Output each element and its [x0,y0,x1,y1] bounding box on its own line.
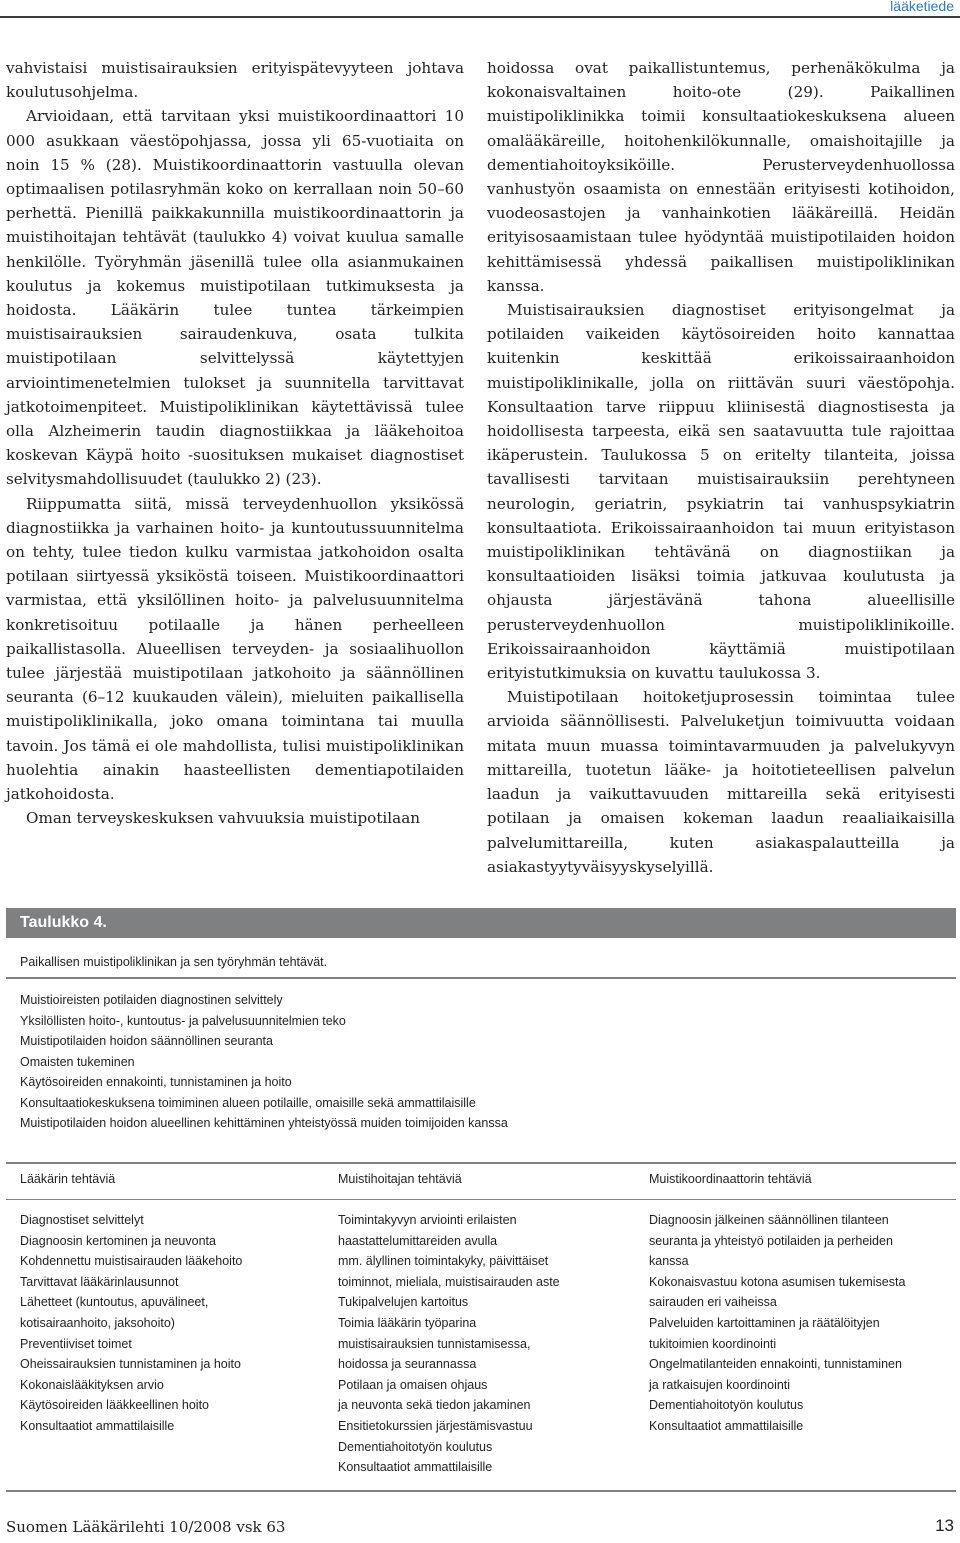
list-item: Käytösoireiden ennakointi, tunnistaminen ja hoito [20,1075,292,1089]
list-item: kotisairaanhoito, jaksohoito) [20,1315,175,1330]
memory-nurse-task-list [338,1210,560,1478]
list-item: Ongelmatilanteiden ennakointi, tunnistaminen [649,1357,902,1372]
list-item: kanssa [649,1254,689,1269]
paragraph: Arvioidaan, että tarvitaan yksi muistikoordinaattori 10 000 asukkaan väestöpohjassa, jossa yli 65-vuotiaita on noin 15 % (28). Muistikoordinaattorin vastuulla olevan optimaalisen potilasryhmän koko on kerrallaan noin 50–60 perhettä. Pienillä paikkakunnilla muistikoordinaattorin ja muistihoitajan tehtävät (taulukko 4) voivat kuulua samalle henkilölle. Työryhmän jäsenillä tulee olla asianmukainen koulutus ja kokemus muistipotilaan tutkimuksesta ja hoidosta. Lääkärin tulee tuntea tärkeimpien muistisairauksien sairaudenkuva, osata tulkita muistipotilaan selvittelyssä käytettyjen arviointimenetelmien tulokset ja suunnitella tarvittavat jatkotoimenpiteet. Muistipoliklinikan käytettävissä tulee olla Alzheimerin taudin diagnostiikkaa ja lääkehoitoa koskevan Käypä hoito -suosituksen mukaiset diagnostiset selvitysmahdollisuudet (taulukko 2) (23). [6,107,464,489]
list-item: Potilaan ja omaisen ohjaus [338,1377,488,1392]
paragraph: Muistisairauksien diagnostiset erityisongelmat ja potilaiden vaikeiden käytösoireiden hoito kannattaa kuitenkin keskittää erikoissairaanhoidon muistipoliklinikalle, jolla on riittävän suuri väestöpohja. Konsultaation tarve riippuu kliinisestä diagnostisesta ja hoidollisesta tarpeesta, eikä sen saatavuutta tule rajoittaa ikäperustein. Taulukossa 5 on eritelty tilanteita, joissa tavallisesti tarvitaan muistisairauksiin perehtyneen neurologin, geriatrin, psykiatrin tai vanhuspsykiatrin konsultaatiota. Erikoissairaanhoidon tai muun erityistason muistipoliklinikan tehtävänä on diagnostiikan ja konsultaatioiden lisäksi toimia jatkuvaa koulutusta ja ohjausta järjestävänä tahona alueellisille perusterveydenhuollon muistipoliklinikoille. Erikoissairaanhoidon käyttämiä muistipotilaan erityistutkimuksia on kuvattu taulukossa 3. [487,301,955,683]
paragraph: Muistipotilaan hoitoketjuprosessin toimintaa tulee arvioida säännöllisesti. Palveluketjun toimivuutta voidaan mitata muun muassa toimintavarmuuden ja palvelukyvyn mittareilla, tuotetun lääke- ja hoitotieteellisen palvelun laadun ja vaikuttavuuden mittareilla sekä erityisesti potilaan ja omaisen kokeman laadun reaaliaikaisilla palvelumittareilla, kuten asiakaspalautteilla ja asiakastyytyväisyyskyselyillä. [487,688,955,876]
paragraph: Oman terveyskeskuksen vahvuuksia muistipotilaan [26,809,421,828]
list-item: Käytösoireiden lääkkeellinen hoito [20,1398,210,1413]
list-item: mm. älyllinen toimintakyky, päivittäiset [338,1254,549,1269]
table-title: Taulukko 4. [6,908,956,938]
list-item: Muistioireisten potilaiden diagnostinen selvittely [20,993,283,1007]
table-rule [6,1162,956,1164]
column-header-memory-coordinator: Muistikoordinaattorin tehtäviä [649,1172,812,1186]
list-item: muistisairauksien tunnistamisessa, [338,1336,531,1351]
page-number: 13 [935,1516,954,1535]
list-item: haastattelumittareiden avulla [338,1233,498,1248]
list-item: Omaisten tukeminen [20,1054,135,1069]
list-item: Kokonaisvastuu kotona asumisen tukemisesta [649,1274,906,1289]
table-rule [6,1199,956,1200]
list-item: hoidossa ja seurannassa [338,1357,477,1372]
list-item: Kokonaislääkityksen arvio [20,1377,164,1392]
paragraph: Riippumatta siitä, missä terveydenhuollon yksikössä diagnostiikka ja varhainen hoito- ja kuntoutussuunnitelma on tehty, tulee tiedon kulku varmistaa jatkohoidon osalta potilaan siirtyessä yksiköstä toiseen. Muistikoordinaattori varmistaa, että yksilöllinen hoito- ja palvelusuunnitelma konkretisoituu potilaalle ja hänen perheelleen paikallistasolla. Alueellisen terveyden- ja sosiaalihuollon tulee järjestää muistipotilaan jatkohoito ja säännöllinen seuranta (6–12 kuukauden välein), mieluiten paikallisella muistipoliklinikalla, joko omana toimintana tai muulla tavoin. Jos tämä ei ole mahdollista, tulisi muistipoliklinikan huolehtia ainakin haasteellisten dementiapotilaiden jatkohoidosta. [6,494,464,804]
list-item: Dementiahoitotyön koulutus [338,1439,493,1454]
general-task-list [20,990,508,1134]
memory-coordinator-task-list [649,1210,905,1437]
column-header-physician: Lääkärin tehtäviä [20,1172,116,1186]
list-item: ja ratkaisujen koordinointi [649,1377,791,1392]
list-item: Diagnoosin jälkeinen säännöllinen tilanteen [649,1213,889,1227]
list-item: seuranta ja yhteistyö potilaiden ja perheiden [649,1233,893,1248]
list-item: Dementiahoitotyön koulutus [649,1398,804,1413]
physician-task-list [20,1210,242,1437]
header-rule [0,16,960,18]
list-item: tukitoimien koordinointi [649,1336,777,1351]
list-item: Toimintakyvyn arviointi erilaisten [338,1213,517,1227]
list-item: Oheissairauksien tunnistaminen ja hoito [20,1357,241,1372]
list-item: Tukipalvelujen kartoitus [338,1295,469,1310]
list-item: Toimia lääkärin työparina [338,1315,477,1330]
list-item: Diagnoosin kertominen ja neuvonta [20,1233,216,1248]
journal-footer: Suomen Lääkärilehti 10/2008 vsk 63 [6,1518,286,1536]
list-item: Preventiiviset toimet [20,1336,132,1351]
article-column-left [6,56,464,831]
list-item: Diagnostiset selvittelyt [20,1213,144,1227]
table-rule [6,1490,956,1492]
list-item: Kohdennettu muistisairauden lääkehoito [20,1254,243,1269]
list-item: Ensitietokurssien järjestämisvastuu [338,1418,533,1433]
table-rule [6,977,956,979]
list-item: Lähetteet (kuntoutus, apuvälineet, [20,1295,209,1310]
section-tag: lääketiede [890,0,954,14]
article-column-right [487,56,955,879]
paragraph: vahvistaisi muistisairauksien erityispätevyyteen johtava koulutusohjelma. [6,59,464,102]
list-item: Muistipotilaiden hoidon alueellinen kehittäminen yhteistyössä muiden toimijoiden kanssa [20,1116,508,1130]
list-item: Konsultaatiot ammattilaisille [20,1418,175,1433]
paragraph: hoidossa ovat paikallistuntemus, perhenäkökulma ja kokonaisvaltainen hoito-ote (29). Paikallinen muistipoliklinikka toimii konsultaatiokeskuksena alueen omalääkäreille, hoitohenkilökunnalle, omaishoitajille ja dementiahoitoyksiköille. Perusterveydenhuollossa vanhustyön osaamista on ennestään erityisesti kotihoidon, vuodeosastojen ja vanhainkotien lääkäreillä. Heidän erityisosaamistaan tulee hyödyntää muistipotilaiden hoidon kehittämisessä yhdessä paikallisen muistipoliklinikan kanssa. [487,59,955,295]
list-item: Muistipotilaiden hoidon säännöllinen seuranta [20,1034,273,1048]
table-caption: Paikallisen muistipoliklinikan ja sen työryhmän tehtävät. [20,955,328,969]
list-item: Konsultaatiot ammattilaisille [338,1460,493,1475]
list-item: toiminnot, mieliala, muistisairauden aste [338,1274,560,1289]
column-header-memory-nurse: Muistihoitajan tehtäviä [338,1172,462,1186]
list-item: Konsultaatiokeskuksena toimiminen alueen potilaille, omaisille sekä ammattilaisille [20,1095,476,1110]
list-item: Tarvittavat lääkärinlausunnot [20,1274,179,1289]
list-item: Yksilöllisten hoito-, kuntoutus- ja palvelusuunnitelmien teko [20,1013,346,1028]
list-item: ja neuvonta sekä tiedon jakaminen [338,1398,531,1413]
list-item: Palveluiden kartoittaminen ja räätälöityjen [649,1315,880,1330]
list-item: sairauden eri vaiheissa [649,1295,777,1310]
list-item: Konsultaatiot ammattilaisille [649,1418,804,1433]
